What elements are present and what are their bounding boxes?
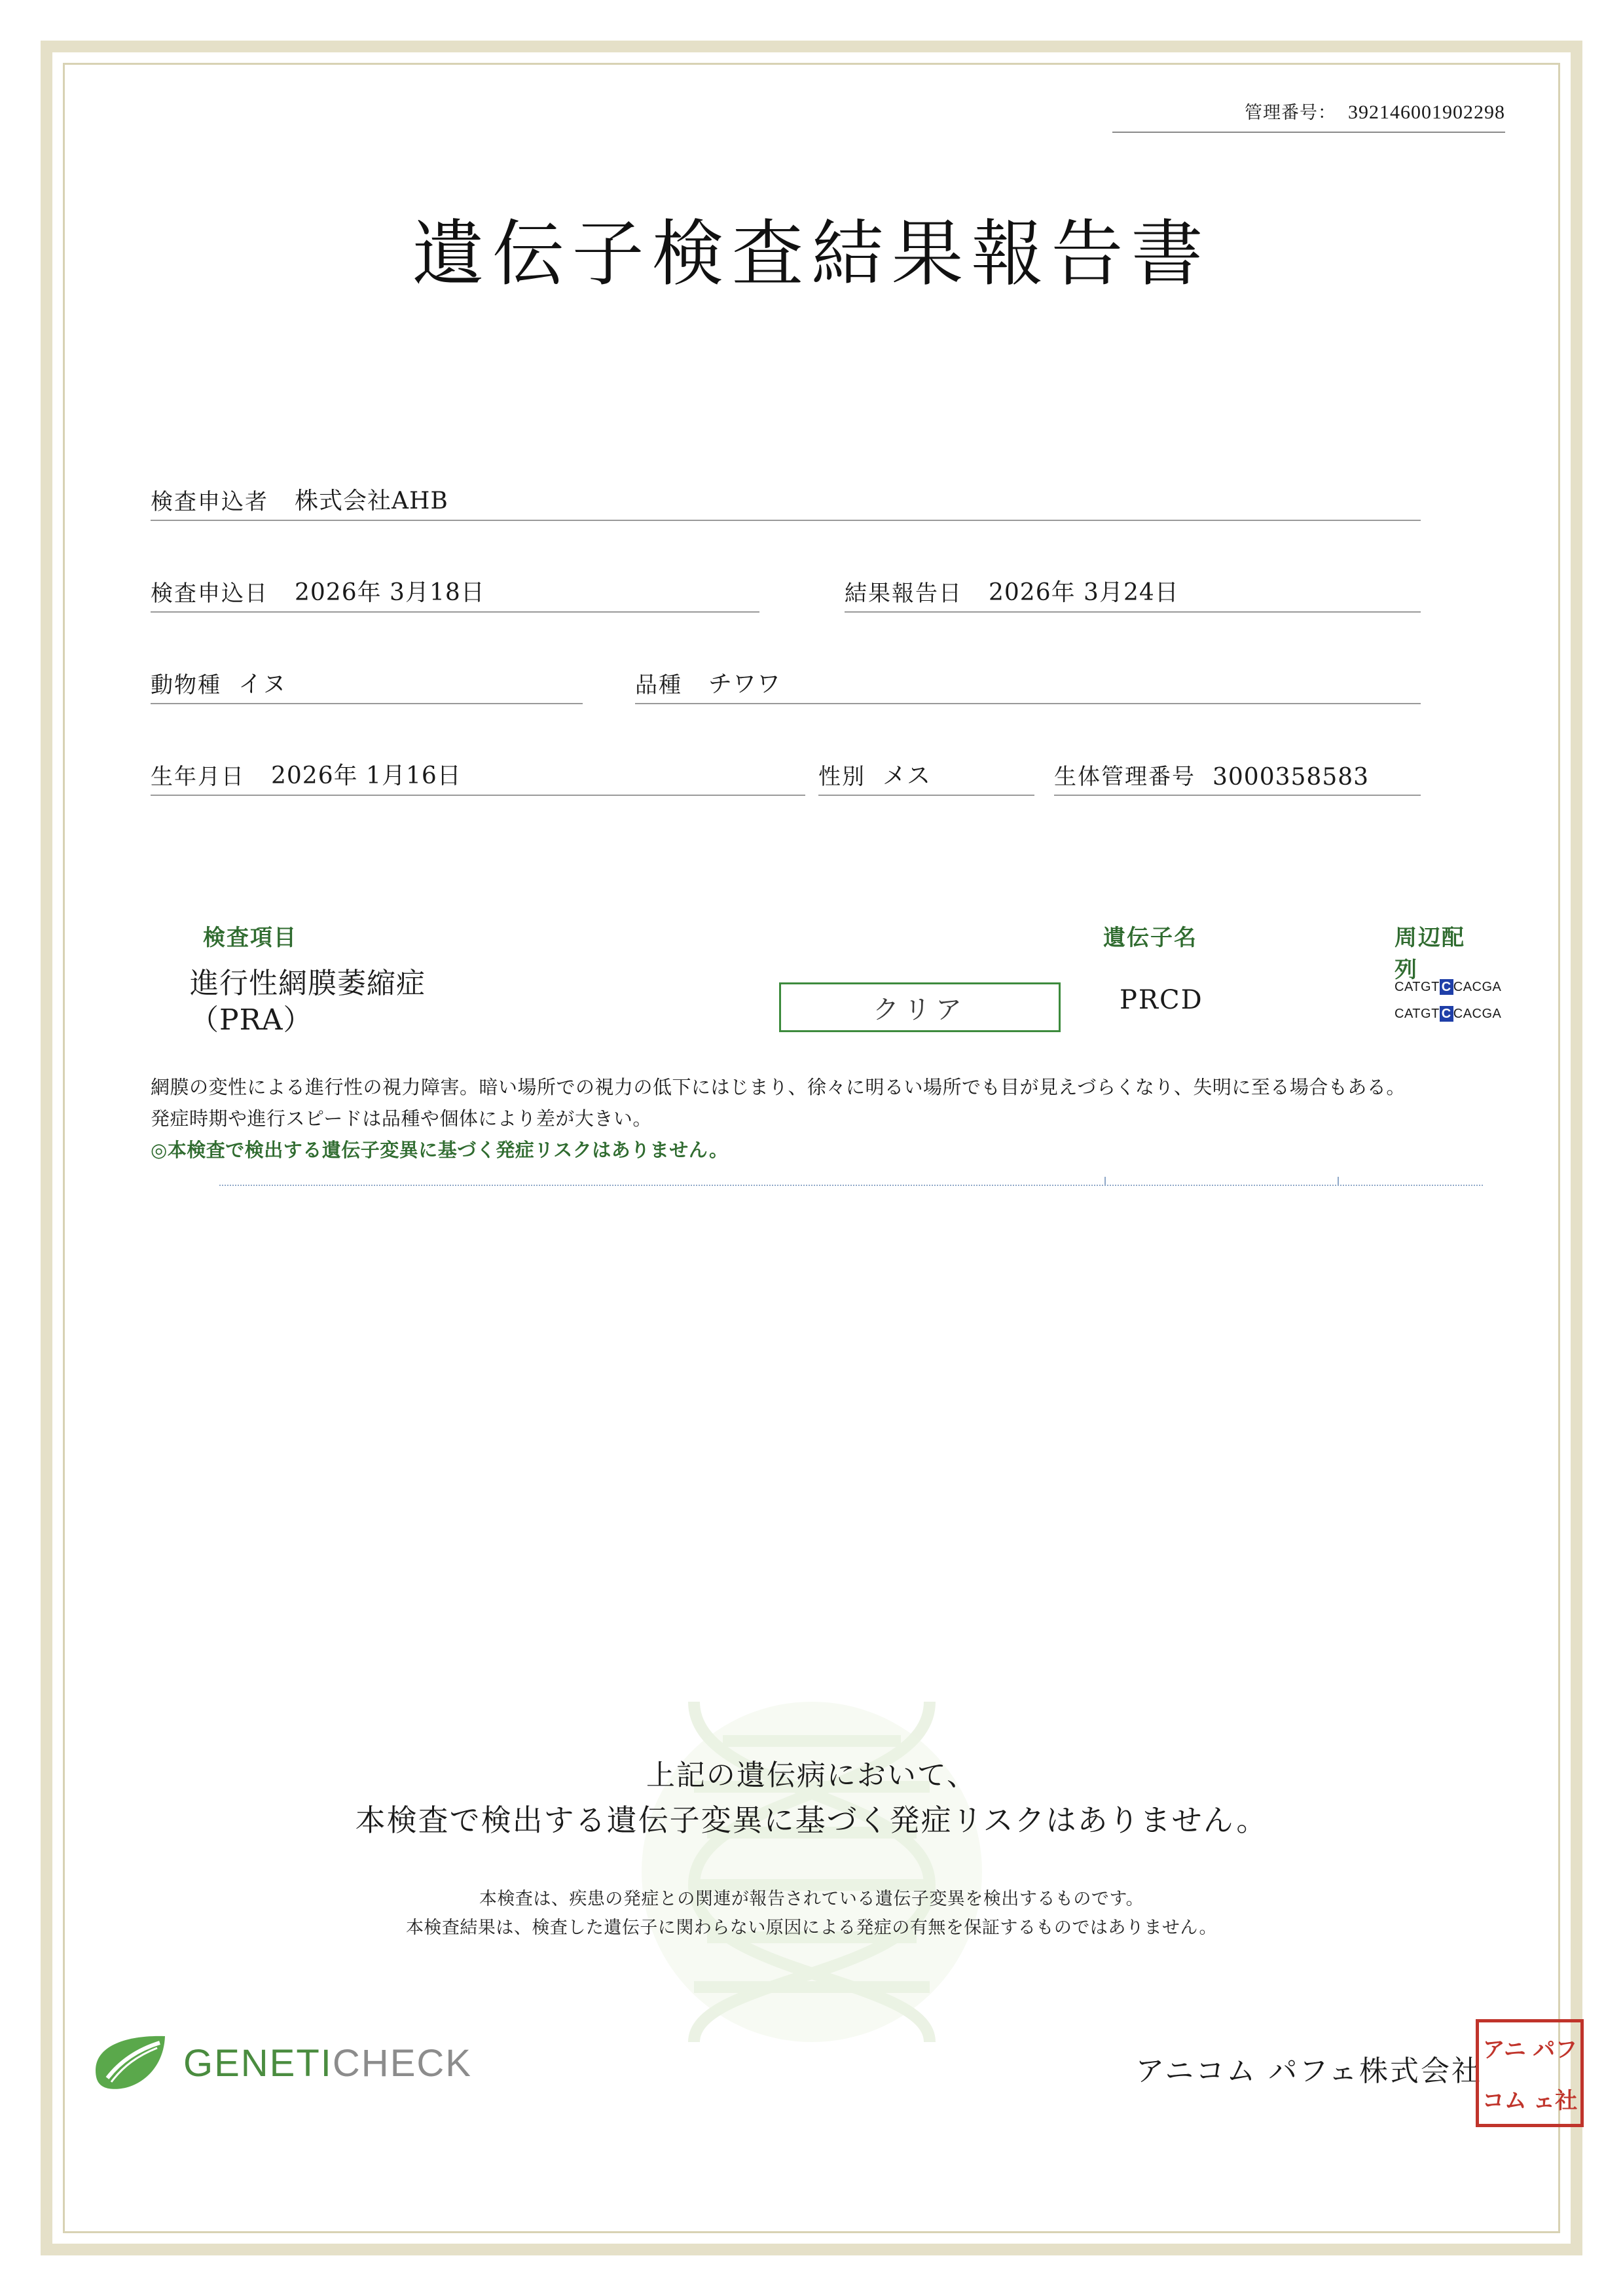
conclusion-block	[98, 1754, 1525, 1843]
disclaimer-line-1: 本検査は、疾患の発症との関連が報告されている遺伝子変異を検出するものです。	[479, 1889, 1144, 1909]
field-species	[151, 648, 583, 704]
control-number-label: 管理番号：	[1245, 103, 1336, 122]
info-row-dates	[151, 556, 1473, 648]
sex-label: 性別	[818, 764, 866, 790]
applicant-value: 株式会社AHB	[295, 488, 448, 514]
section-divider	[219, 1185, 1483, 1186]
field-report-date	[845, 556, 1421, 613]
field-breed	[635, 648, 1421, 704]
description-line-2: 発症時期や進行スピードは品種や個体により差が大きい。	[151, 1107, 652, 1130]
control-number-value: 392146001902298	[1348, 101, 1505, 123]
field-birth	[151, 740, 805, 796]
seal-char-4: ェ社	[1533, 2087, 1578, 2114]
logo-word-geneti: GENETI	[183, 2042, 333, 2085]
divider-tick-2	[1338, 1177, 1339, 1186]
disclaimer-line-2: 本検査結果は、検査した遺伝子に関わらない原因による発症の有無を保証するものではありません。	[405, 1918, 1218, 1938]
sequence-prefix-2: CATGT	[1395, 1007, 1440, 1021]
birth-value: 2026年 1月16日	[271, 762, 462, 789]
report-date-label: 結果報告日	[845, 581, 962, 607]
breed-label: 品種	[635, 672, 682, 698]
animal-id-label: 生体管理番号	[1054, 764, 1195, 790]
sex-value: メス	[883, 762, 932, 789]
document-content	[98, 79, 1525, 2217]
column-header-gene: 遺伝子名	[1103, 925, 1197, 951]
breed-value: チワワ	[708, 671, 782, 698]
description-line-1: 網膜の変性による進行性の視力障害。暗い場所での視力の低下にはじまり、徐々に明るい場所でも目が見えづらくなり、失明に至る場合もある。	[151, 1076, 1406, 1098]
leaf-dna-icon	[92, 2032, 169, 2094]
info-row-applicant	[151, 465, 1473, 556]
gene-name: PRCD	[1120, 985, 1203, 1015]
sequence-block	[1395, 980, 1565, 1033]
test-table-row	[151, 965, 1502, 1050]
report-date-value: 2026年 3月24日	[989, 579, 1179, 606]
dna-watermark-icon	[602, 1676, 1021, 2042]
disease-description	[151, 1073, 1480, 1168]
result-badge: クリア	[779, 982, 1061, 1032]
risk-statement: ◎本検査で検出する遺伝子変異に基づく発症リスクはありません。	[151, 1139, 729, 1161]
seal-char-1: アニ	[1482, 2037, 1526, 2064]
info-row-birth	[151, 740, 1473, 831]
applicant-label: 検査申込者	[151, 489, 268, 515]
control-number-row	[1112, 98, 1505, 133]
seal-char-2: パフ	[1533, 2037, 1578, 2064]
company-name: アニコム パフェ株式会社	[1135, 2054, 1482, 2088]
conclusion-line-1: 上記の遺伝病において、	[646, 1759, 977, 1792]
sequence-highlight: C	[1440, 979, 1453, 995]
logo-wordmark	[183, 2041, 472, 2085]
info-row-species	[151, 648, 1473, 740]
seal-char-3: コム	[1482, 2087, 1527, 2114]
page-title: 遺伝子検査結果報告書	[412, 212, 1211, 296]
disclaimer-block	[98, 1885, 1525, 1943]
company-seal-icon	[1476, 2019, 1584, 2127]
birth-label: 生年月日	[151, 764, 245, 790]
disease-name	[190, 965, 426, 1039]
column-header-item: 検査項目	[203, 925, 297, 951]
test-table-header	[151, 920, 1473, 983]
animal-id-value: 3000358583	[1213, 764, 1370, 791]
species-label: 動物種	[151, 672, 221, 698]
species-value: イヌ	[238, 671, 287, 698]
field-sex	[818, 740, 1034, 796]
logo-word-check: CHECK	[332, 2042, 472, 2085]
sequence-line-1	[1395, 980, 1565, 995]
sequence-highlight-2: C	[1440, 1006, 1453, 1022]
conclusion-line-2: 本検査で検出する遺伝子変異に基づく発症リスクはありません。	[355, 1803, 1268, 1838]
field-animal-id	[1054, 740, 1421, 796]
sequence-suffix-2: CACGA	[1453, 1007, 1502, 1021]
field-applicant	[151, 465, 1421, 521]
sequence-suffix: CACGA	[1453, 980, 1502, 994]
info-block	[151, 465, 1473, 831]
disease-name-line1: 進行性網膜萎縮症	[190, 967, 426, 1000]
column-header-sequence: 周辺配列	[1395, 925, 1465, 983]
divider-tick-1	[1104, 1177, 1106, 1186]
sequence-prefix: CATGT	[1395, 980, 1440, 994]
geneticheck-logo	[92, 2032, 472, 2094]
sequence-line-2	[1395, 1007, 1565, 1022]
apply-date-value: 2026年 3月18日	[295, 579, 485, 606]
disease-name-line2: （PRA）	[190, 1003, 313, 1037]
apply-date-label: 検査申込日	[151, 581, 268, 607]
field-apply-date	[151, 556, 759, 613]
